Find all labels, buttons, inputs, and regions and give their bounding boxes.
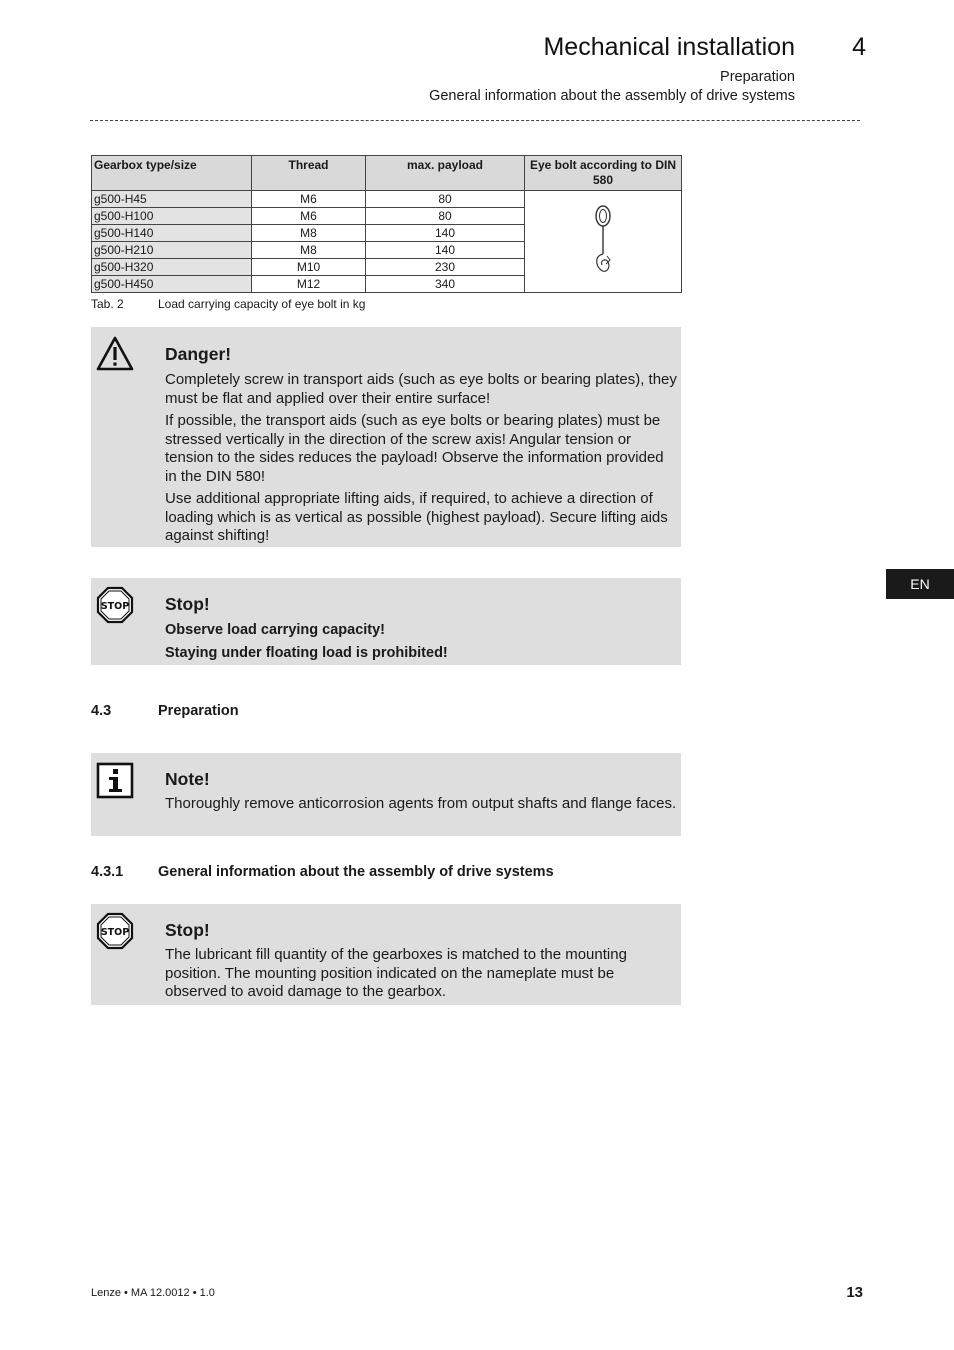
section-number: 4.3 (91, 703, 112, 719)
section-title: Preparation (158, 703, 239, 719)
stop-box-lubricant (91, 904, 681, 1005)
header-divider (90, 120, 860, 121)
chapter-number: 4 (852, 33, 866, 61)
table-caption-text: Load carrying capacity of eye bolt in kg (158, 297, 366, 311)
stop-line-payload: Observe load carrying capacity! (165, 622, 386, 638)
stop-title: Stop! (165, 920, 210, 940)
cell-thread: M8 (252, 225, 366, 242)
language-tab[interactable]: EN (886, 569, 954, 599)
cell-payload: 80 (366, 191, 525, 208)
note-text: Thoroughly remove anticorrosion agents from output shafts and flange faces. (165, 795, 677, 812)
cell-thread: M10 (252, 259, 366, 276)
eye-bolt-cell (525, 191, 682, 293)
subsection-title: General information about the assembly of drive systems (158, 864, 554, 880)
svg-text:STOP: STOP (100, 601, 130, 612)
cell-payload: 80 (366, 208, 525, 225)
table-header-row (92, 156, 682, 191)
cell-payload: 140 (366, 242, 525, 259)
svg-text:STOP: STOP (100, 927, 130, 938)
chapter-title: Mechanical installation (543, 33, 795, 61)
stop-box-load (91, 578, 681, 665)
table-row (92, 191, 682, 208)
payload-table (91, 155, 682, 293)
col-header-thread: Thread (252, 156, 366, 191)
cell-payload: 340 (366, 276, 525, 293)
header-subtitle-general-info: General information about the assembly of drive systems (429, 88, 795, 104)
danger-box (91, 327, 681, 547)
cell-payload: 140 (366, 225, 525, 242)
cell-type: g500-H45 (92, 191, 252, 208)
stop-octagon-icon (96, 912, 134, 950)
danger-paragraph-2: If possible, the transport aids (such as eye bolts or bearing plates) must be stressed vertically in the direction of the screw axis! Angular tension or tension to the sides reduces the payload! Observe the information provided in the DIN 580! (165, 412, 664, 485)
cell-thread: M6 (252, 191, 366, 208)
header-subtitle-preparation: Preparation (720, 69, 795, 85)
cell-type: g500-H450 (92, 276, 252, 293)
table-caption-number: Tab. 2 (91, 297, 124, 311)
stop-line-floating-load: Staying under floating load is prohibited! (165, 645, 448, 661)
footer-document-id: Lenze • MA 12.0012 • 1.0 (91, 1287, 215, 1299)
cell-type: g500-H140 (92, 225, 252, 242)
cell-thread: M12 (252, 276, 366, 293)
stop-title: Stop! (165, 594, 210, 614)
subsection-number: 4.3.1 (91, 864, 124, 880)
page-number: 13 (846, 1284, 863, 1301)
stop-octagon-icon (96, 586, 134, 624)
col-header-payload: max. payload (366, 156, 525, 191)
danger-title: Danger! (165, 344, 232, 364)
stop-lubricant-text: The lubricant fill quantity of the gearboxes is matched to the mounting position. The mounting position indicated on the nameplate must be observed to avoid damage to the gearbox. (165, 946, 627, 1000)
cell-thread: M6 (252, 208, 366, 225)
warning-triangle-icon (96, 335, 134, 373)
danger-paragraph-1: Completely screw in transport aids (such as eye bolts or bearing plates), they must be flat and applied over their entire surface! (165, 371, 677, 407)
danger-paragraph-3: Use additional appropriate lifting aids, if required, to achieve a direction of loading which is as vertical as possible (highest payload). Secure lifting aids against shifting! (165, 490, 668, 544)
cell-thread: M8 (252, 242, 366, 259)
info-icon (96, 761, 134, 799)
note-title: Note! (165, 769, 210, 789)
cell-type: g500-H210 (92, 242, 252, 259)
eye-bolt-icon (588, 204, 618, 276)
col-header-gearbox: Gearbox type/size (92, 156, 252, 191)
cell-payload: 230 (366, 259, 525, 276)
note-box (91, 753, 681, 836)
col-header-eye-bolt: Eye bolt according to DIN 580 (525, 156, 682, 191)
cell-type: g500-H100 (92, 208, 252, 225)
cell-type: g500-H320 (92, 259, 252, 276)
